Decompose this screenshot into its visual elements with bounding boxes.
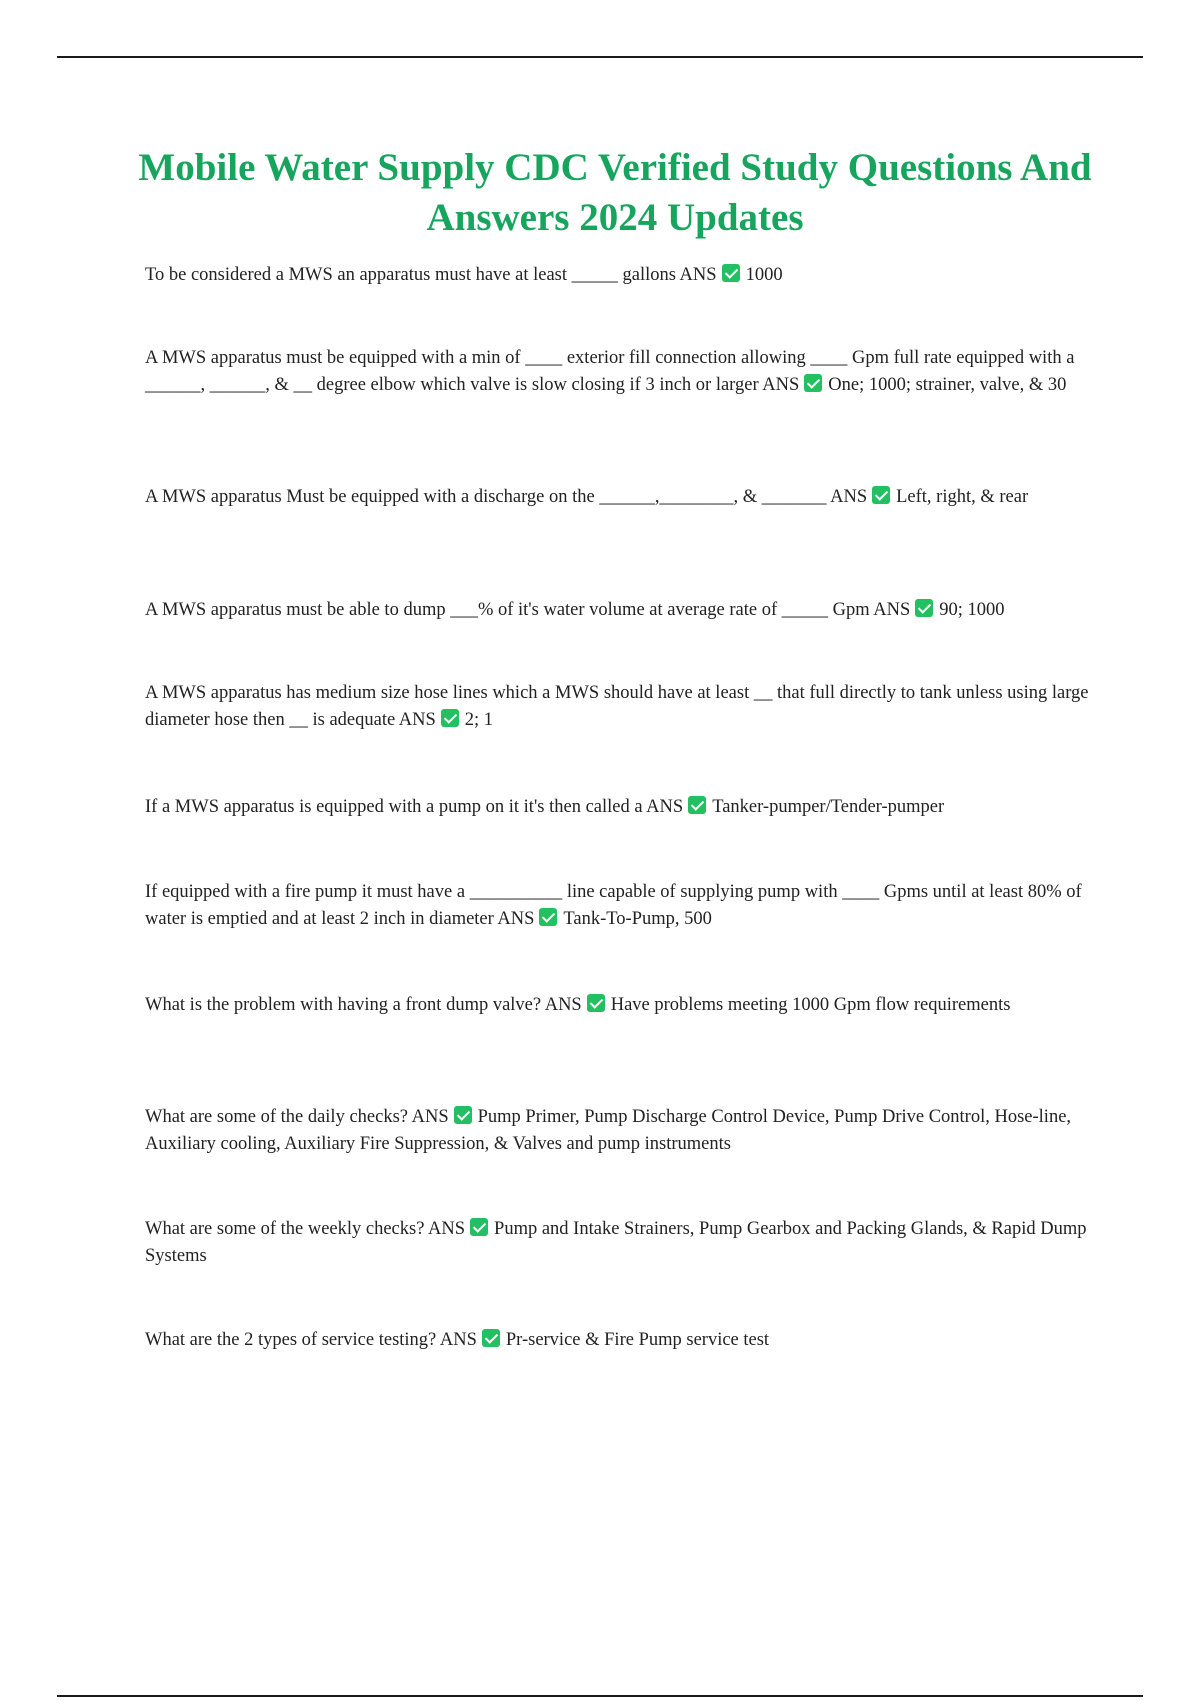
question-text: To be considered a MWS an apparatus must have at least _____ gallons ANS xyxy=(145,265,717,285)
checkmark-icon xyxy=(454,1106,472,1124)
question-text: A MWS apparatus must be equipped with a min of ____ exterior fill connection allowing ____ Gpm full rate equipped with a ______, ______, & __ degree elbow which valve is slow closing if 3 inch or larger ANS xyxy=(145,348,1075,395)
question-text: What are some of the daily checks? ANS xyxy=(145,1107,449,1127)
answer-text: Tank-To-Pump, 500 xyxy=(563,909,712,929)
checkmark-icon xyxy=(482,1329,500,1347)
question-text: If a MWS apparatus is equipped with a pump on it it's then called a ANS xyxy=(145,797,684,817)
question-text: A MWS apparatus must be able to dump ___% of it's water volume at average rate of _____ Gpm ANS xyxy=(145,600,911,620)
question-text: What are the 2 types of service testing? ANS xyxy=(145,1330,477,1350)
answer-text: Left, right, & rear xyxy=(896,487,1029,507)
checkmark-icon xyxy=(539,908,557,926)
qa-item xyxy=(145,484,1095,511)
question-text: A MWS apparatus Must be equipped with a discharge on the ______,________, & _______ ANS xyxy=(145,487,868,507)
checkmark-icon xyxy=(804,374,822,392)
qa-item xyxy=(145,1104,1095,1158)
answer-text: Have problems meeting 1000 Gpm flow requirements xyxy=(610,995,1011,1015)
question-text: What is the problem with having a front dump valve? ANS xyxy=(145,995,582,1015)
question-text: If equipped with a fire pump it must have a __________ line capable of supplying pump with ____ Gpms until at least 80% of water is emptied and at least 2 inch in diameter ANS xyxy=(145,882,1082,929)
checkmark-icon xyxy=(915,599,933,617)
qa-item xyxy=(145,879,1095,933)
answer-text: 90; 1000 xyxy=(939,600,1005,620)
checkmark-icon xyxy=(688,796,706,814)
checkmark-icon xyxy=(722,264,740,282)
answer-text: Pump Primer, Pump Discharge Control Device, Pump Drive Control, Hose-line, Auxiliary cooling, Auxiliary Fire Suppression, & Valves and pump instruments xyxy=(145,1107,1072,1154)
qa-item xyxy=(145,345,1095,399)
qa-item xyxy=(145,597,1095,624)
answer-text: Tanker-pumper/Tender-pumper xyxy=(712,797,945,817)
answer-text: One; 1000; strainer, valve, & 30 xyxy=(828,375,1067,395)
checkmark-icon xyxy=(441,709,459,727)
qa-item xyxy=(145,680,1095,734)
top-rule xyxy=(57,56,1143,58)
bottom-rule xyxy=(57,1695,1143,1697)
qa-item xyxy=(145,262,1095,289)
checkmark-icon xyxy=(872,486,890,504)
answer-text: Pump and Intake Strainers, Pump Gearbox and Packing Glands, & Rapid Dump Systems xyxy=(145,1219,1087,1266)
document-title: Mobile Water Supply CDC Verified Study Questions And Answers 2024 Updates xyxy=(138,146,1092,239)
answer-text: Pr-service & Fire Pump service test xyxy=(505,1330,770,1350)
qa-item xyxy=(145,1327,1095,1354)
question-text: What are some of the weekly checks? ANS xyxy=(145,1219,466,1239)
qa-item xyxy=(145,794,1095,821)
checkmark-icon xyxy=(470,1218,488,1236)
qa-item xyxy=(145,1216,1095,1270)
answer-text: 2; 1 xyxy=(464,710,494,730)
checkmark-icon xyxy=(587,994,605,1012)
qa-item xyxy=(145,992,1095,1019)
question-text: A MWS apparatus has medium size hose lines which a MWS should have at least __ that full directly to tank unless using large diameter hose then __ is adequate ANS xyxy=(145,683,1089,730)
answer-text: 1000 xyxy=(745,265,783,285)
